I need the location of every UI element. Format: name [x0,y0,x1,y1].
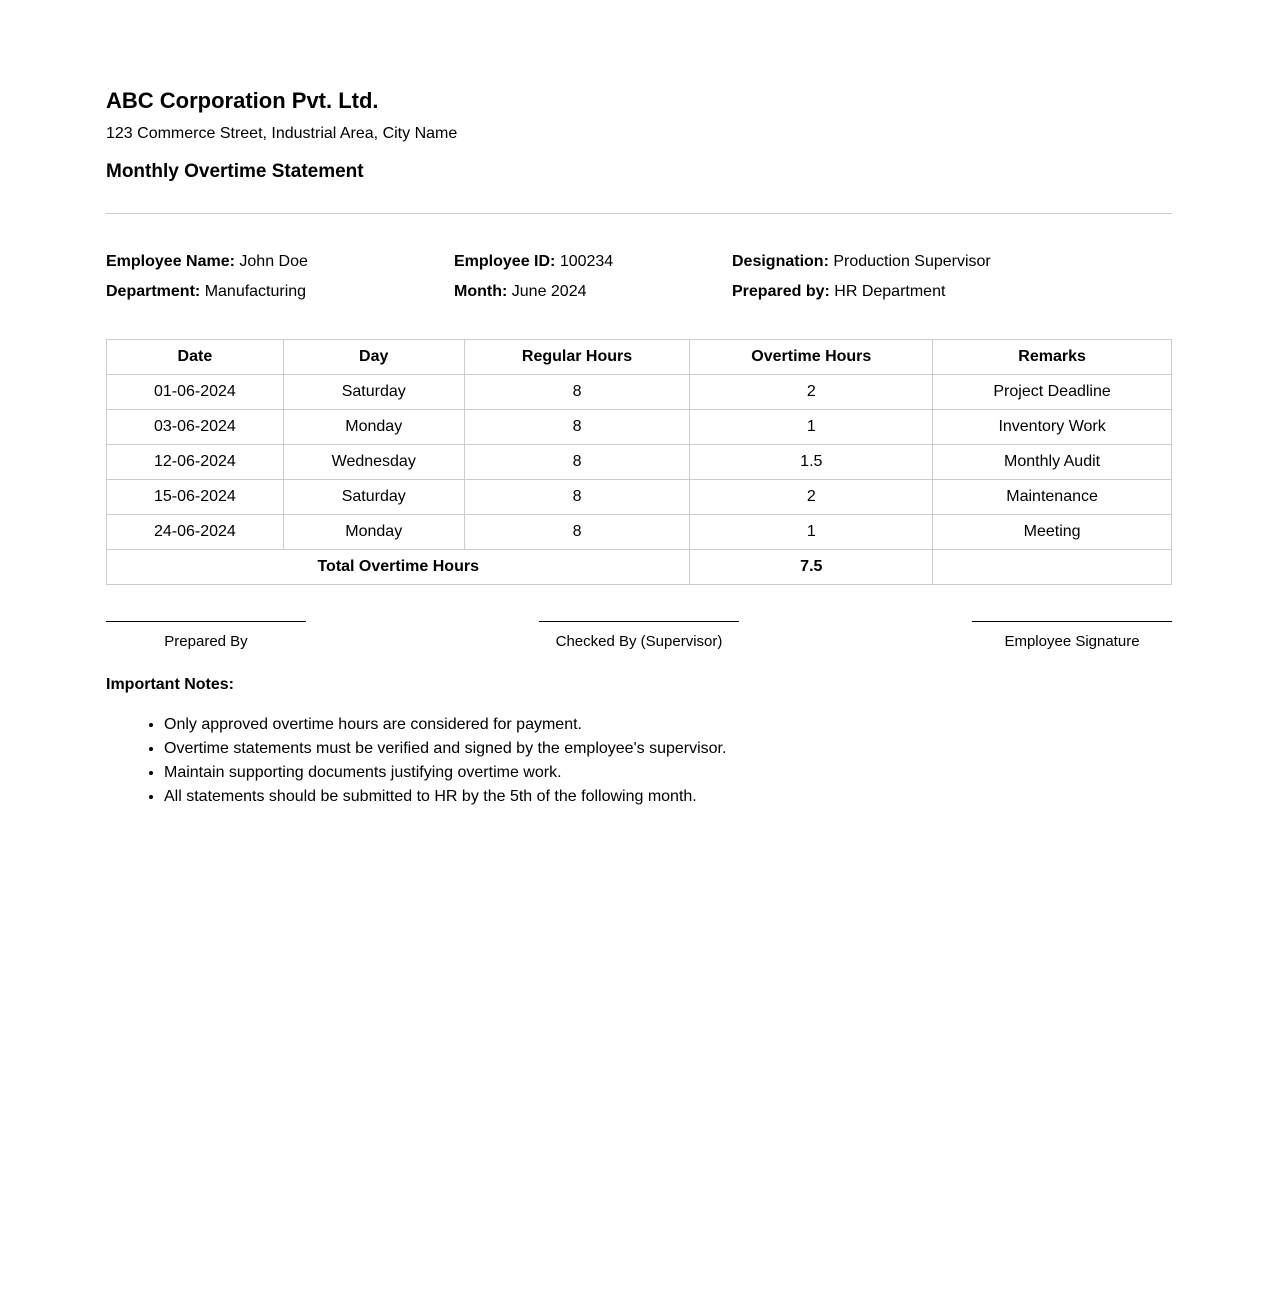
cell-day: Monday [283,515,464,550]
cell-remarks: Inventory Work [933,410,1172,445]
overtime-table [106,339,1172,585]
cell-date: 24-06-2024 [107,515,284,550]
cell-date: 15-06-2024 [107,480,284,515]
employee-name-field [106,252,308,271]
department-field [106,282,306,301]
cell-overtime-hours: 2 [690,375,933,410]
employee-id-field [454,252,613,271]
cell-remarks: Maintenance [933,480,1172,515]
department-label: Department: [106,283,201,300]
signature-line [106,621,306,622]
total-remarks-cell [933,550,1172,585]
header-date: Date [107,340,284,375]
total-overtime-value: 7.5 [690,550,933,585]
table-row [107,410,1172,445]
company-name: ABC Corporation Pvt. Ltd. [106,88,379,113]
table-row [107,515,1172,550]
cell-overtime-hours: 1.5 [690,445,933,480]
notes-list [106,713,726,809]
designation-value: Production Supervisor [833,253,991,270]
cell-day: Wednesday [283,445,464,480]
employee-signature-label: Employee Signature [1004,633,1140,650]
month-field [454,282,587,301]
cell-date: 12-06-2024 [107,445,284,480]
signature-line [539,621,739,622]
cell-regular-hours: 8 [464,375,690,410]
prepared-by-field [732,282,945,301]
prepared-by-signature [106,621,306,651]
prepared-by-signature-label: Prepared By [164,633,248,650]
employee-name-value: John Doe [239,253,308,270]
list-item: • Only approved overtime hours are considered for payment. [164,713,726,737]
signature-line [972,621,1172,622]
cell-remarks: Monthly Audit [933,445,1172,480]
cell-regular-hours: 8 [464,480,690,515]
list-item: • Maintain supporting documents justifying overtime work. [164,761,726,785]
cell-regular-hours: 8 [464,445,690,480]
cell-remarks: Meeting [933,515,1172,550]
cell-remarks: Project Deadline [933,375,1172,410]
cell-overtime-hours: 1 [690,515,933,550]
cell-regular-hours: 8 [464,410,690,445]
cell-date: 03-06-2024 [107,410,284,445]
header-day: Day [283,340,464,375]
designation-label: Designation: [732,253,829,270]
list-item: • Overtime statements must be verified and signed by the employee's supervisor. [164,737,726,761]
total-row [107,550,1172,585]
document-title: Monthly Overtime Statement [106,161,364,182]
employee-name-label: Employee Name: [106,253,235,270]
month-value: June 2024 [511,283,587,300]
employee-signature [972,621,1172,651]
checked-by-signature-label: Checked By (Supervisor) [555,633,723,650]
employee-id-value: 100234 [559,253,614,270]
checked-by-signature [539,621,739,651]
header-overtime-hours: Overtime Hours [690,340,933,375]
cell-day: Saturday [283,480,464,515]
cell-overtime-hours: 2 [690,480,933,515]
notes-title: Important Notes: [106,676,234,693]
header-remarks: Remarks [933,340,1172,375]
cell-overtime-hours: 1 [690,410,933,445]
cell-regular-hours: 8 [464,515,690,550]
prepared-by-label: Prepared by: [732,283,830,300]
table-header-row [107,340,1172,375]
cell-day: Monday [283,410,464,445]
cell-day: Saturday [283,375,464,410]
prepared-by-value: HR Department [834,283,946,300]
header-regular-hours: Regular Hours [464,340,690,375]
designation-field [732,252,991,271]
cell-date: 01-06-2024 [107,375,284,410]
employee-id-label: Employee ID: [454,253,556,270]
month-label: Month: [454,283,508,300]
header-divider [106,213,1172,214]
list-item: • All statements should be submitted to HR by the 5th of the following month. [164,785,726,809]
table-row [107,445,1172,480]
table-row [107,480,1172,515]
total-overtime-label: Total Overtime Hours [107,550,690,585]
department-value: Manufacturing [204,283,307,300]
company-address: 123 Commerce Street, Industrial Area, City Name [106,125,458,142]
table-row [107,375,1172,410]
